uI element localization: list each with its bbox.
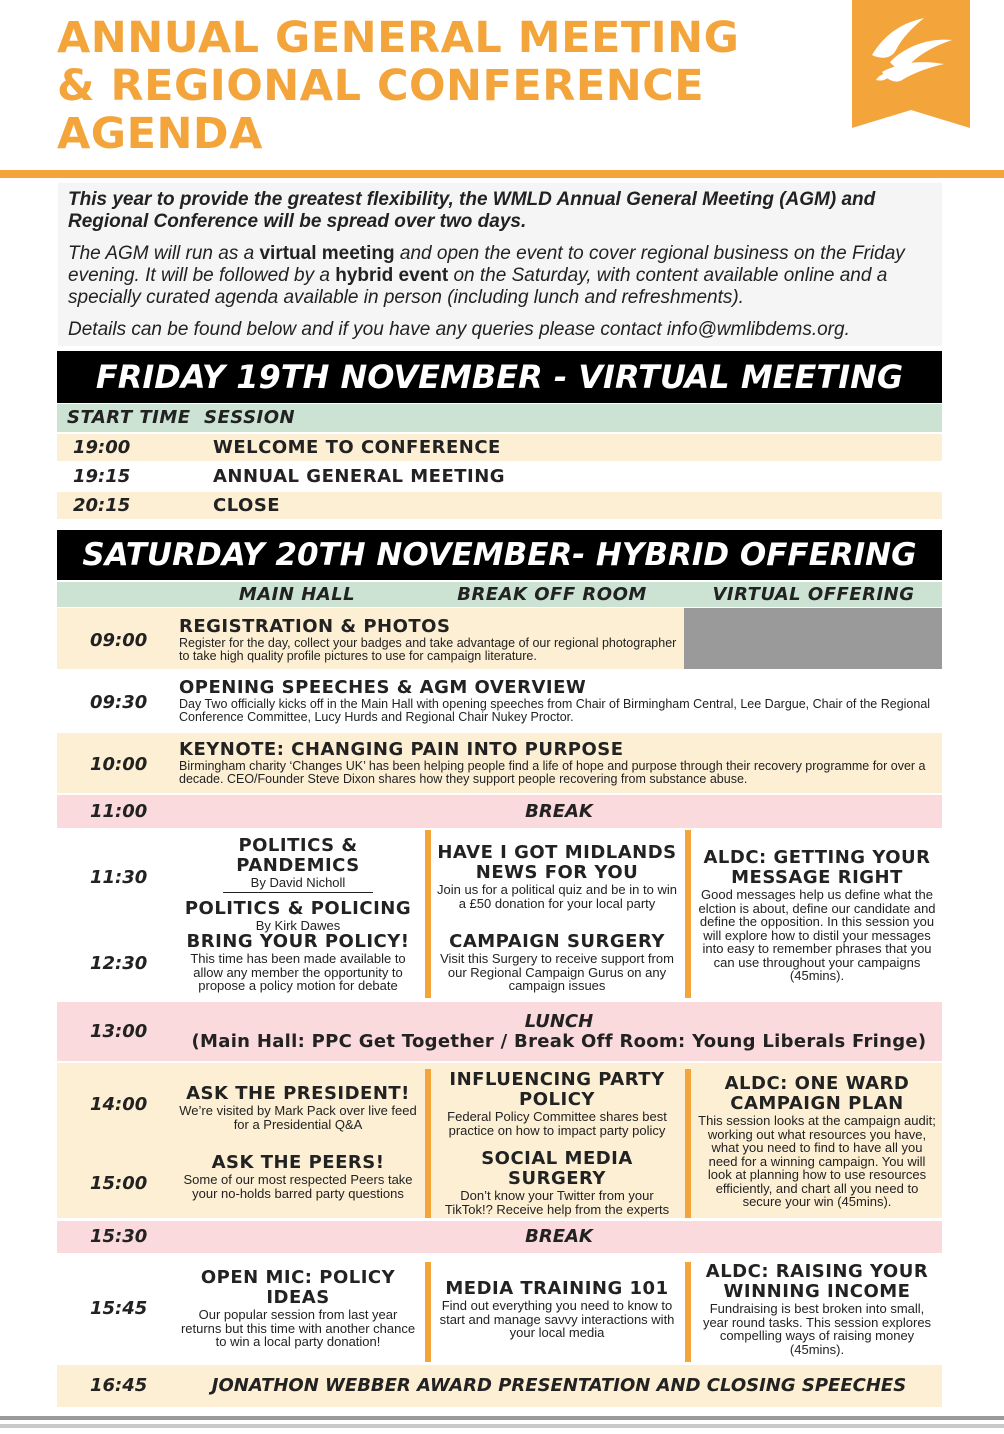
closing-label: JONATHON WEBBER AWARD PRESENTATION AND CLOSING SPEECHES (211, 1375, 907, 1396)
session-title: ALDC: GETTING YOUR MESSAGE RIGHT (703, 847, 931, 888)
session-title: CAMPAIGN SURGERY (449, 931, 665, 952)
session-title: ASK THE PRESIDENT! (186, 1083, 410, 1104)
session-description: Don’t know your Twitter from your TikTok!? Receive help from the experts (444, 1188, 670, 1217)
session-time: 16:45 (90, 1375, 148, 1396)
break-label: BREAK (525, 801, 593, 822)
session-description: This time has been made available to allow any member the opportunity to propose a policy motion for debate (190, 951, 406, 993)
session-description: Find out everything you need to know to start and manage savvy interactions with your local media (439, 1298, 675, 1340)
virtual-1400 (697, 1074, 937, 1209)
main-hall-1400 (179, 1084, 417, 1131)
col-virtual-offering: VIRTUAL OFFERING (712, 584, 915, 605)
session-title: BRING YOUR POLICY! (186, 931, 410, 952)
friday-heading: FRIDAY 19TH NOVEMBER - VIRTUAL MEETING (57, 351, 942, 403)
saturday-heading: SATURDAY 20TH NOVEMBER- HYBRID OFFERING (57, 530, 942, 580)
intro-emphasis: hybrid event (335, 265, 449, 286)
table-row (57, 434, 942, 461)
break-row (57, 1221, 942, 1253)
session-title: REGISTRATION & PHOTOS (179, 616, 451, 637)
session-description: Fundraising is best broken into small, year round tasks. This session explores compelling ways of raising money (45mins). (702, 1301, 932, 1357)
page-title (57, 14, 837, 158)
session-time: 13:00 (90, 1021, 148, 1042)
session-time: 14:00 (90, 1094, 148, 1115)
col-break-off-room: BREAK OFF ROOM (457, 584, 647, 605)
virtual-unavailable-cell (684, 608, 942, 669)
virtual-1545 (697, 1262, 937, 1356)
session-time: 09:00 (90, 630, 148, 651)
session-title: KEYNOTE: CHANGING PAIN INTO PURPOSE (179, 739, 624, 760)
col-start-time: START TIME (67, 407, 191, 428)
column-divider (685, 1262, 691, 1362)
table-row (57, 492, 942, 519)
column-divider (685, 830, 691, 998)
session-description: Federal Policy Committee shares best practice on how to impact party policy (447, 1109, 667, 1138)
lib-dem-bird-icon (852, 0, 970, 128)
break-row (57, 795, 942, 828)
main-hall-1230 (179, 932, 417, 993)
footer-rule (0, 1424, 1004, 1428)
closing-row (57, 1365, 942, 1407)
session-description: This session looks at the campaign audit; working out what resources you have, what you need to find to have all you need for a winning campaign. You will look at planning how to use resources efficiently, and chart all you need to secure your win (45mins). (698, 1113, 936, 1209)
intro-text: The AGM will run as a (68, 243, 260, 264)
session-title: OPENING SPEECHES & AGM OVERVIEW (179, 677, 587, 698)
column-divider (425, 830, 431, 998)
session-time: 19:15 (73, 466, 131, 487)
column-divider (425, 1262, 431, 1362)
lunch-details: (Main Hall: PPC Get Together / Break Off Room: Young Liberals Fringe) (191, 1031, 927, 1052)
session-title: CLOSE (213, 495, 281, 516)
intro-text: and open the event to cover regional business on the Friday evening. It will be followed by a (68, 243, 905, 286)
session-description: Good messages help us define what the elction is about, define our candidate and define the opposition. In this session you will explore how to distil your messages into easy to remember phrases that you can use throughout your campaigns (45mins). (698, 887, 936, 983)
session-block (179, 616, 679, 663)
session-time: 11:00 (90, 801, 148, 822)
session-time: 15:30 (90, 1226, 148, 1247)
table-row (57, 608, 942, 669)
title-line-1: ANNUAL GENERAL MEETING (57, 13, 740, 63)
main-hall-1130 (177, 836, 419, 933)
session-title: SOCIAL MEDIA SURGERY (481, 1148, 633, 1189)
session-title: ALDC: RAISING YOUR WINNING INCOME (705, 1261, 929, 1302)
session-description: Visit this Surgery to receive support from our Regional Campaign Gurus on any campaign issues (440, 951, 674, 993)
friday-column-header (57, 404, 942, 432)
table-row (57, 463, 942, 490)
title-line-3: AGENDA (57, 109, 263, 159)
saturday-column-header (57, 582, 942, 607)
break-room-1500 (435, 1149, 679, 1216)
session-description: We’re visited by Mark Pack over live feed for a Presidential Q&A (179, 1103, 417, 1132)
intro-lead: This year to provide the greatest flexibility, the WMLD Annual General Meeting (AGM) and Regional Conference will be spread over two days. (68, 189, 876, 232)
session-block (179, 677, 939, 724)
session-time: 09:30 (90, 692, 148, 713)
break-room-1400 (435, 1070, 679, 1137)
session-time: 10:00 (90, 754, 148, 775)
lunch-label: LUNCH (524, 1011, 594, 1032)
session-speaker: By David Nicholl (250, 875, 346, 890)
column-divider (425, 1069, 431, 1218)
session-time: 19:00 (73, 437, 131, 458)
break-room-1230 (435, 932, 679, 993)
session-title: POLITICS & POLICING (184, 898, 412, 919)
session-title: POLITICS & PANDEMICS (236, 835, 360, 876)
footer-rule (0, 1416, 1004, 1420)
session-description: Day Two officially kicks off in the Main Hall with opening speeches from Chair of Birmingham Central, Lee Dargue, Chair of the Regional Conference Committee, Lucy Hurds and Regional Chair Nukey Proctor. (179, 697, 931, 724)
session-description: Birmingham charity ‘Changes UK’ has been helping people find a life of hope and purpose through their recovery programme for over a decade. CEO/Founder Steve Dixon shares how they support people recovering from substance abuse. (179, 759, 926, 786)
table-row (57, 733, 942, 793)
session-title: MEDIA TRAINING 101 (445, 1278, 669, 1299)
session-time: 15:00 (90, 1173, 148, 1194)
intro-emphasis: virtual meeting (259, 243, 395, 264)
session-group-1130 (57, 830, 942, 1000)
session-time: 12:30 (90, 953, 148, 974)
col-main-hall: MAIN HALL (238, 584, 356, 605)
break-label: BREAK (525, 1226, 593, 1247)
session-title: ALDC: ONE WARD CAMPAIGN PLAN (724, 1073, 910, 1114)
lunch-row (57, 1002, 942, 1061)
intro-contact: Details can be found below and if you have any queries please contact info@wmlibdems.org. (68, 319, 850, 340)
session-title: INFLUENCING PARTY POLICY (449, 1069, 665, 1110)
session-group-1545 (57, 1256, 942, 1362)
main-hall-1545 (179, 1268, 417, 1349)
break-room-1130 (435, 843, 679, 910)
session-description: Some of our most respected Peers take your no-holds barred party questions (183, 1172, 413, 1201)
table-row (57, 671, 942, 731)
session-description: Our popular session from last year returns but this time with another chance to win a local party donation! (180, 1307, 416, 1349)
col-session: SESSION (204, 407, 296, 428)
title-line-2: & REGIONAL CONFERENCE (57, 61, 705, 111)
session-title: OPEN MIC: POLICY IDEAS (200, 1267, 396, 1308)
column-divider (685, 1069, 691, 1218)
break-room-1545 (435, 1279, 679, 1340)
session-group-1400 (57, 1063, 942, 1218)
session-block (179, 739, 939, 786)
session-time: 20:15 (73, 495, 131, 516)
session-description: Join us for a political quiz and be in to win a £50 donation for your local party (437, 882, 677, 911)
intro-text: on the Saturday, with content available online and a specially curated agenda available in person (including lunch and refreshments). (68, 265, 888, 308)
session-time: 15:45 (90, 1298, 148, 1319)
session-time: 11:30 (90, 867, 148, 888)
session-title: ANNUAL GENERAL MEETING (213, 466, 506, 487)
session-title: HAVE I GOT MIDLANDS NEWS FOR YOU (437, 842, 677, 883)
session-description: Register for the day, collect your badges and take advantage of our regional photographer to take high quality profile pictures to use for campaign literature. (179, 636, 677, 663)
virtual-1130 (697, 848, 937, 983)
session-speaker: By Kirk Dawes (255, 918, 341, 933)
intro-box (58, 183, 942, 346)
header-divider (0, 170, 1004, 178)
main-hall-1500 (179, 1153, 417, 1200)
divider (223, 892, 373, 893)
session-title: ASK THE PEERS! (211, 1152, 385, 1173)
intro-paragraph-2 (68, 243, 932, 309)
session-title: WELCOME TO CONFERENCE (213, 437, 501, 458)
